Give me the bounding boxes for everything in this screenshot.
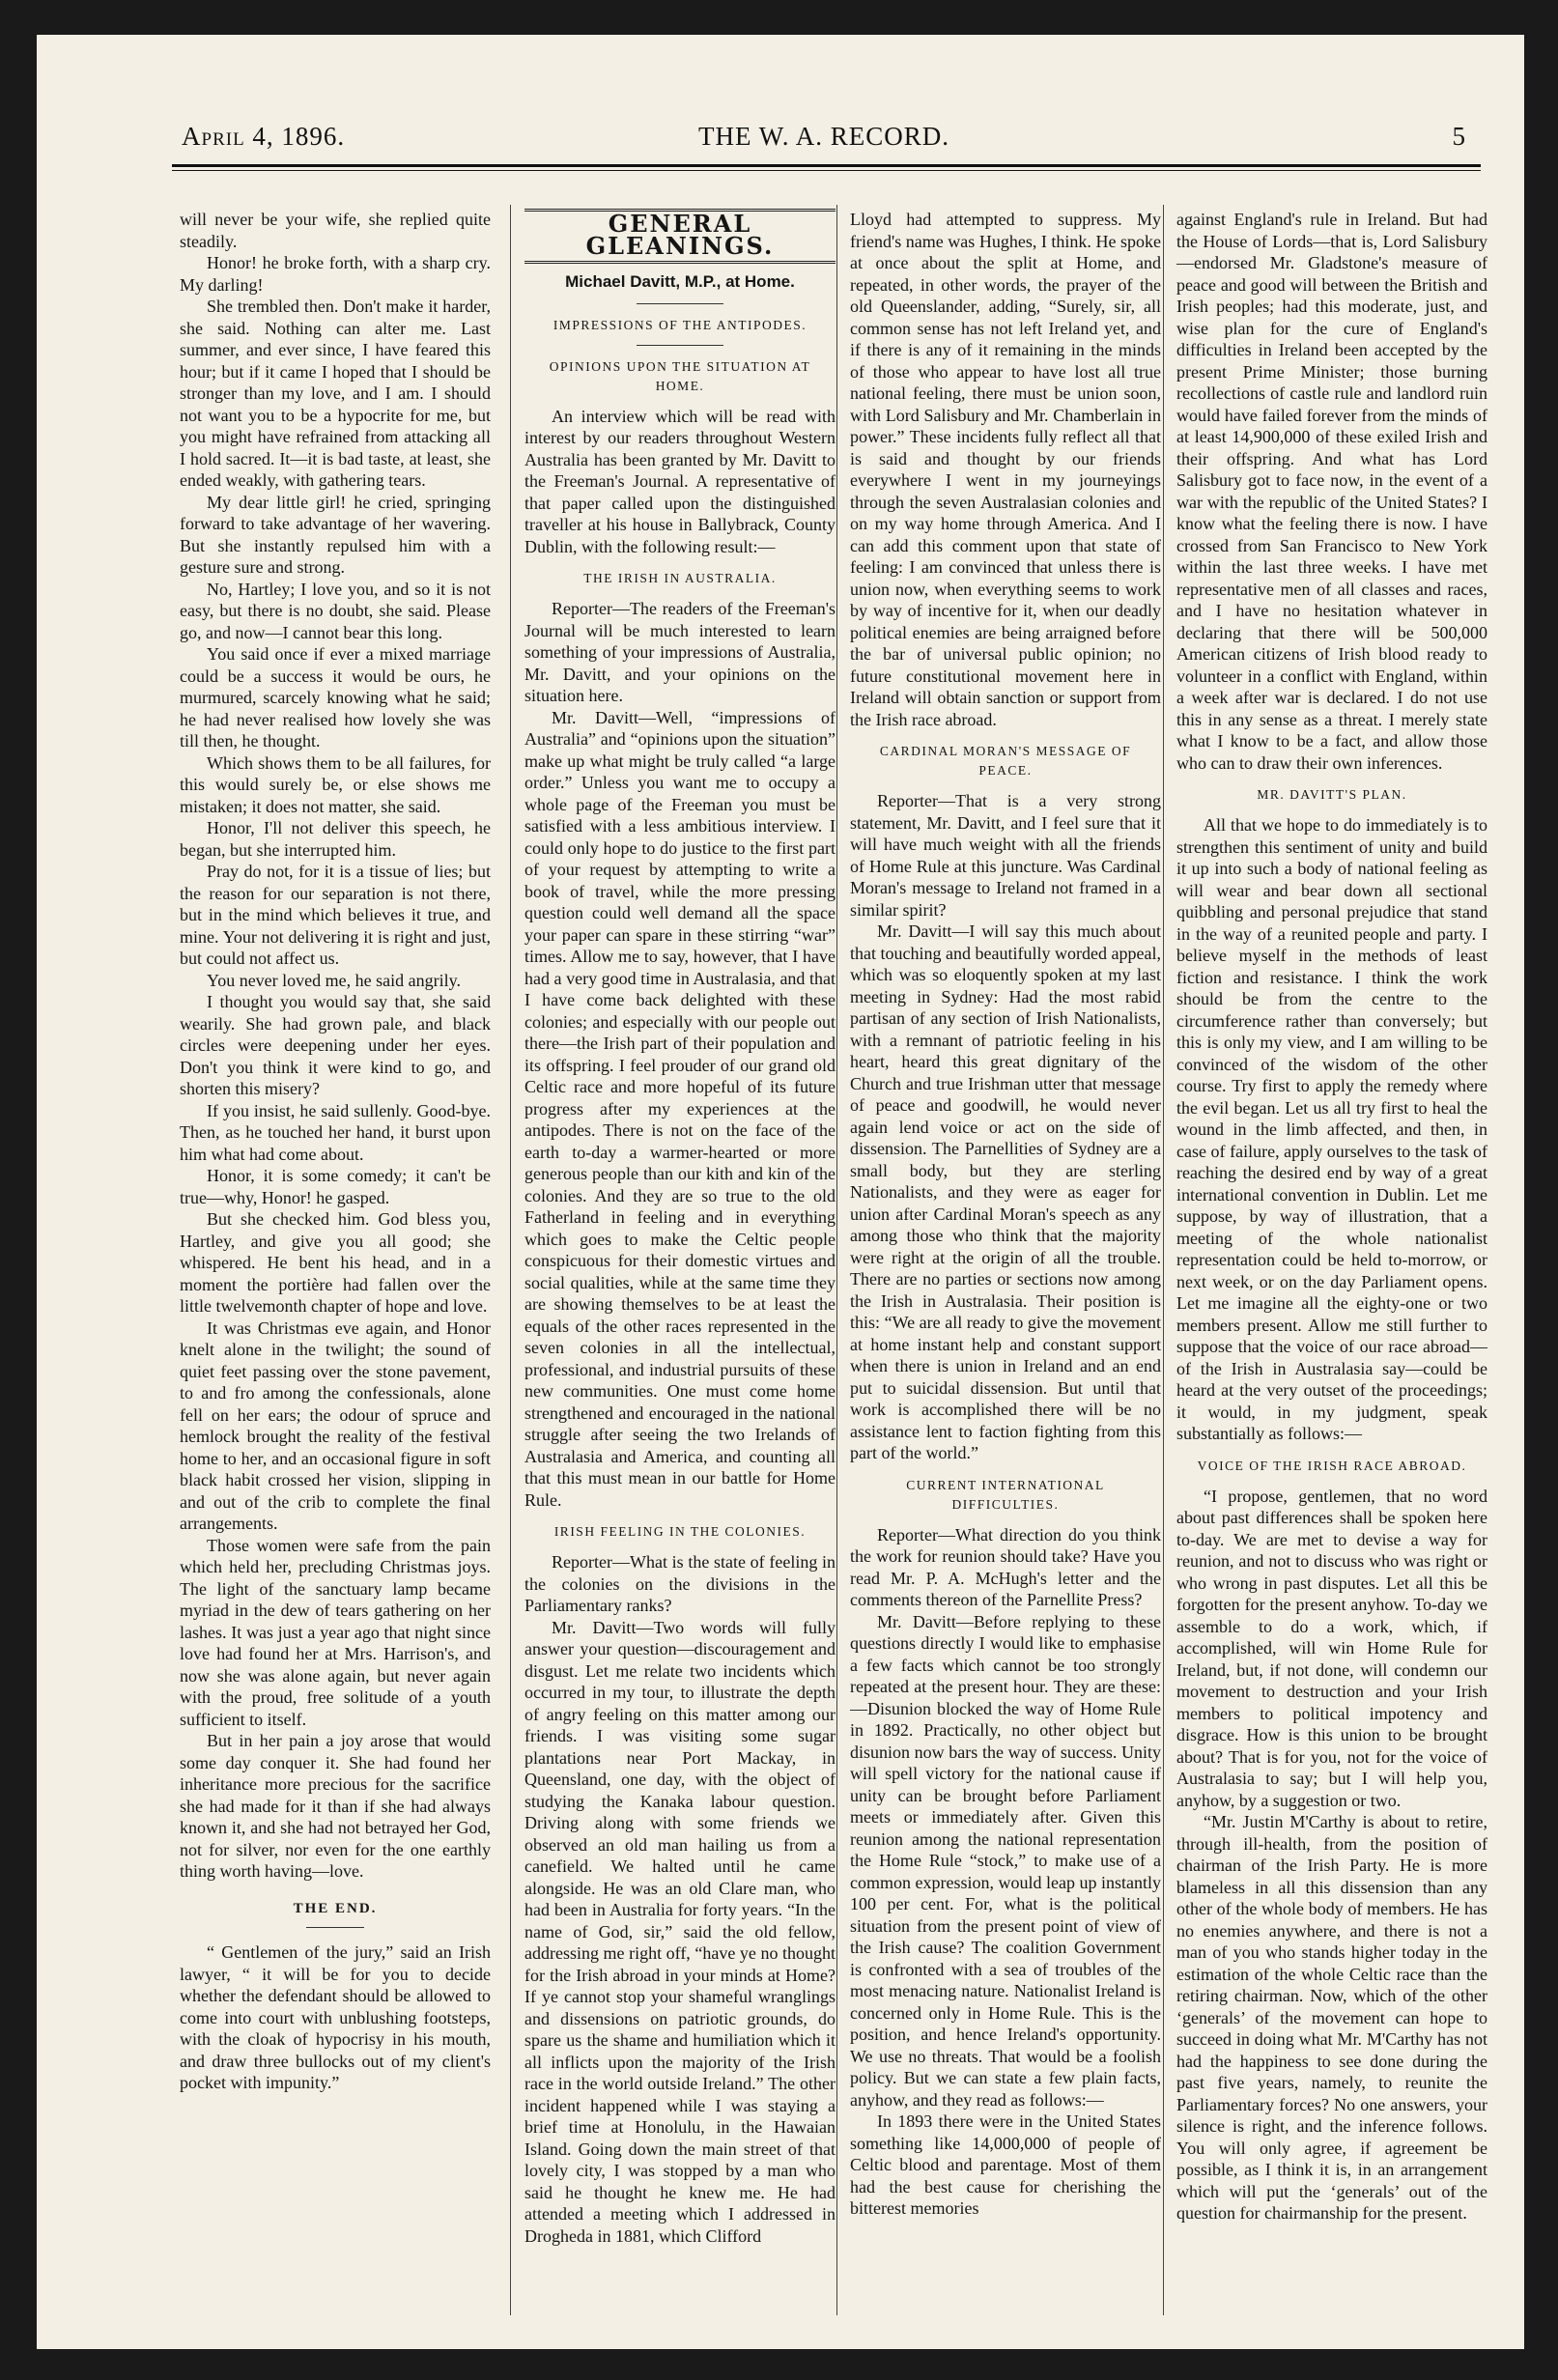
article-paragraph: Lloyd had attempted to suppress. My friend's name was Hughes, I think. He spoke at once about the split at Home, and repeated, in other words, the prayer of the old Queenslander, adding, “Surely, sir, all common sense has not left Ireland yet, and if there is any of it remaining in the minds of those who appear to have lost all true national feeling, there must be union soon, with Lord Salisbury and Mr. Chamberlain in power.” These incidents fully reflect all that is said and thought by our friends everywhere I went in my journeyings through the seven Australasian colonies and on my way home through America. And I can add this comment upon that state of feeling: I am convinced that unless there is union now, when everything seems to work by way of incentive for it, when our deadly political enemies are being arraigned before the bar of universal public opinion; no future constitutional movement here in Ireland will obtain sanction or support from the Irish race abroad. — [850, 210, 1161, 729]
article-paragraph: Reporter—The readers of the Freeman's Journal will be much interested to learn something of your impressions of Australia, Mr. Davitt, and your opinions on the situation here. — [524, 599, 836, 705]
article-paragraph: against England's rule in Ireland. But had the House of Lords—that is, Lord Salisbury—endorsed Mr. Gladstone's measure of peace and good will between the British and Irish peoples; had this moderate, just, and wise plan for the cure of England's difficulties in Ireland been accepted by the present Prime Minister; those burning recollections of castle rule and landlord ruin would have failed forever from the minds of at least 14,900,000 of these exiled Irish and their offspring. And what has Lord Salisbury got to face now, in the event of a war with the republic of the United States? I know what the feeling there is now. I have crossed from San Francisco to New York within the last three weeks. I have met representative men of all classes and races, and I have no hesitation whatever in declaring that there will be 500,000 American citizens of Irish blood ready to volunteer in a conflict with England, within a week after war is declared. I do not use this in any sense as a threat. I merely state what I know to be a fact, and allow those who can to draw their own inferences. — [1176, 210, 1487, 773]
column-divider — [1163, 205, 1164, 2315]
story-paragraph: Honor, I'll not deliver this speech, he began, but she interrupted him. — [180, 818, 491, 860]
article-paragraph: Mr. Davitt—Well, “impressions of Australia” and “opinions upon the situation” make up what might be truly called “a large order.” Unless you want me to occupy a whole page of the Freeman you must be satisfied with a less ambitious interview. I could only hope to do justice to the first part of your request by attempting to write a book of travel, while the more pressing question could well demand all the space your paper can spare in these stirring “war” times. Allow me to say, however, that I have had a very good time in Australasia, and that I have come back delighted with these colonies; and especially with our people out there—the Irish part of their population and its offspring. I feel prouder of our grand old Celtic race and more hopeful of its future progress after my experiences at the antipodes. There is not on the face of the earth to-day a warmer-hearted or more generous people than our kith and kin of the colonies. And they are so true to the old Fatherland in feeling and in everything which goes to make the Celtic people conspicuous for their domestic virtues and social qualities, while at the same time they are showing themselves to be at least the equals of the other races represented in the seven colonies in all the intellectual, professional, and industrial pursuits of these new communities. One must come home strengthened and encouraged in the national struggle after seeing the two Irelands of Australasia and America, and counting all that this must mean in our battle for Home Rule. — [524, 707, 836, 1510]
page-number: 5 — [1452, 122, 1466, 151]
story-paragraph: I thought you would say that, she said wearily. She had grown pale, and black circles were deepening under her eyes. Don't you think it were kind to go, and shorten this misery? — [180, 992, 491, 1098]
column-divider — [510, 205, 511, 2315]
article-paragraph: Reporter—What is the state of feeling in the colonies on the divisions in the Parliamentary ranks? — [524, 1552, 836, 1615]
story-paragraph: Honor! he broke forth, with a sharp cry. My darling! — [180, 253, 491, 295]
story-paragraph: Honor, it is some comedy; it can't be true—why, Honor! he gasped. — [180, 1166, 491, 1207]
article-paragraph: Mr. Davitt—Before replying to these questions directly I would like to emphasise a few facts which cannot be too strongly repeated at the present hour. They are these:—Disunion blocked the way of Home Rule in 1892. Practically, no other object but disunion now bars the way of success. Unity will spell victory for the national cause if unity can be brought before Parliament meets or immediately after. Given this reunion among the national representation the Home Rule “stock,” to make use of a common expression, would leap up instantly 100 per cent. For, what is the political situation from the present point of view of the Irish cause? The coalition Government is confronted with a sea of troubles of the most menacing nature. Nationalist Ireland is concerned only in Home Rule. This is the position, and hence Ireland's opportunity. We use no threats. That would be a foolish policy. But we can state a few plain facts, anyhow, and they read as follows:— — [850, 1611, 1161, 2110]
story-paragraph: You said once if ever a mixed marriage could be a success it would be ours, he murmured, scarcely knowing what he said; he had never realised how lovely she was till then, he thought. — [180, 644, 491, 751]
story-paragraph: It was Christmas eve again, and Honor knelt alone in the twilight; the sound of quiet feet passing over the stone pavement, to and fro among the confessionals, alone fell on her ears; the odour of spruce and hemlock brought the reality of the festival home to her, and an occasional figure in soft black habit crossed her vision, slipping in and out of the crib to complete the final arrangements. — [180, 1318, 491, 1533]
issue-date: April 4, 1896. — [182, 122, 346, 151]
subheading: IMPRESSIONS OF THE ANTIPODES. — [552, 317, 807, 332]
subheading: VOICE OF THE IRISH RACE ABROAD. — [1197, 1458, 1467, 1473]
section-rule — [306, 1927, 364, 1928]
story-paragraph: Those women were safe from the pain which held her, precluding Christmas joys. The light of the sanctuary lamp became myriad in the dew of tears gathering on her lashes. It was just a year ago that night since love had found her at Mrs. Harrison's, and now she was alone again, but never again with the proud, free solitude of a youth sufficient to itself. — [180, 1535, 491, 1729]
newspaper-title: THE W. A. RECORD. — [697, 122, 950, 151]
story-paragraph: She trembled then. Don't make it harder, she said. Nothing can alter me. Last summer, and ever since, I have feared this hour; but if it came I hoped that I should be stronger than my love, and I am. I should not want you to be a hypocrite for me, but you might have refrained from attacking all I hold sacred. It—it is bad taste, at least, she ended weakly, with gathering tears. — [180, 297, 491, 490]
story-paragraph: My dear little girl! he cried, springing forward to take advantage of her wavering. But she instantly repulsed him with a gesture sure and strong. — [180, 492, 491, 577]
article-paragraph: All that we hope to do immediately is to strengthen this sentiment of unity and build it up into such a body of national feeling as will wear and bear down all sectional quibbling and personal prejudice that stand in the way of a reunited people and party. I believe myself in the methods of least fiction and resistance. I think the work should be from the centre to the circumference rather than conversely; but this is only my view, and I am willing to be convinced of the wisdom of the other course. Try first to apply the remedy where the evil began. Let us all try first to heal the wound in the limb affected, and then, in case of failure, apply ourselves to the task of reaching the desired end by way of a great international convention in Dublin. Let me suppose, by way of illustration, that a meeting of the whole nationalist representation could be held to-morrow, or next week, or on the day Parliament opens. Let me imagine all the eighty-one or two members present. Allow me still further to suppose that the voice of our race abroad—of the Irish in Australasia say—could be heard at the very outset of the proceedings; it would, in my judgment, speak substantially as follows:— — [1176, 815, 1487, 1443]
column-2 — [524, 209, 836, 2285]
header-rule-thick — [172, 164, 1481, 167]
column-3 — [850, 209, 1161, 2285]
section-rule — [637, 303, 723, 304]
article-paragraph: “Mr. Justin M'Carthy is about to retire, through ill-health, from the position of chairman of the Irish Party. He is more blameless in all this dissension than any other of the whole body of members. He has no enemies anywhere, and there is not a man of you who stands higher today in the estimation of the whole Celtic race than the retiring chairman. Now, which of the other ‘generals’ of the movement can hope to succeed in doing what Mr. M'Carthy has not had the happiness to see done during the past five years, namely, to reunite the Parliamentary forces? No one answers, your silence is right, and the inference follows. You will only agree, if agreement be possible, as I think it is, in an arrangement which will put the ‘generals’ out of the question for chairmanship for the present. — [1176, 1812, 1487, 2223]
article-paragraph: “I propose, gentlemen, that no word about past differences shall be spoken here to-day. We are met to devise a way for reunion, and not to discuss who was right or who wrong in past disputes. Let all this be forgotten for the present anyhow. To-day we assemble to do a work, which, if accomplished, will win Home Rule for Ireland, but, if not done, will condemn our movement to destruction and your Irish members to political impotency and disgrace. How is this union to be brought about? That is for you, not for the voice of Australasia to say; but I will help you, anyhow, by a suggestion or two. — [1176, 1486, 1487, 1810]
column-4 — [1176, 209, 1487, 2285]
story-paragraph: But in her pain a joy arose that would some day conquer it. She had found her inheritance more precious for the sacrifice she had made for it than if she had always known it, and she had not betrayed her God, not for silver, nor even for the one earthly thing worth having—love. — [180, 1731, 491, 1881]
subheading: THE IRISH IN AUSTRALIA. — [583, 571, 777, 585]
story-paragraph: Which shows them to be all failures, for this would surely be, or else shows me mistaken; it does not matter, she said. — [180, 752, 491, 816]
newspaper-page — [37, 35, 1524, 2349]
subheading: OPINIONS UPON THE SITUATION AT HOME. — [549, 358, 811, 393]
story-paragraph: Pray do not, for it is a tissue of lies; but the reason for our separation is not there, but in the mind which believes it true, and mine. Your not delivering it is right and just, but could not affect us. — [180, 862, 491, 968]
column-1 — [180, 209, 491, 2285]
story-paragraph: You never loved me, he said angrily. — [207, 970, 461, 990]
article-paragraph: An interview which will be read with interest by our readers throughout Western Australia has been granted by Mr. Davitt to the Freeman's Journal. A representative of that paper called upon the distinguished traveller at his house in Ballybrack, County Dublin, with the following result:— — [524, 406, 836, 556]
article-paragraph: Reporter—What direction do you think the work for reunion should take? Have you read Mr. P. A. McHugh's letter and the comments thereon of the Parnellite Press? — [850, 1524, 1161, 1609]
article-paragraph: Mr. Davitt—Two words will fully answer your question—discouragement and disgust. Let me relate two incidents which occurred in my tour, to illustrate the depth of angry feeling on this matter among our friends. I was visiting some sugar plantations near Port Mackay, in Queensland, one day, with the object of studying the Kanaka labour question. Driving along with some friends we observed an old man hailing us from a canefield. We halted until he came alongside. He was an old Clare man, who had been in Australia for forty years. “In the name of God, sir,” said the old fellow, addressing me right off, “have ye no thought for the Irish abroad in your minds at Home? If ye cannot stop your shameful wranglings and dissensions on patriotic grounds, do spare us the shame and humiliation which it all inflicts upon the majority of the Irish race in the world outside Ireland.” The other incident happened while I was staying a brief time at Honolulu, in the Hawaian Island. Going down the main street of that lovely city, I was stopped by a man who said he thought he knew me. He had attended a meeting which I addressed in Drogheda in 1881, which Clifford — [524, 1617, 836, 2246]
subheading: IRISH FEELING IN THE COLONIES. — [553, 1524, 807, 1539]
article-paragraph: In 1893 there were in the United States something like 14,000,000 of people of Celtic blood and parentage. Most of them had the best cause for cherishing the bitterest memories — [850, 2111, 1161, 2218]
story-paragraph: No, Hartley; I love you, and so it is not easy, but there is no doubt, she said. Please go, and now—I cannot bear this long. — [180, 579, 491, 642]
masthead — [182, 122, 1466, 160]
story-paragraph: will never be your wife, she replied quite steadily. — [180, 210, 491, 251]
subheading: CARDINAL MORAN'S MESSAGE OF PEACE. — [879, 744, 1132, 778]
header-rule-thin — [172, 170, 1481, 171]
subheading: MR. DAVITT'S PLAN. — [1257, 787, 1407, 802]
the-end-label: THE END. — [293, 1900, 378, 1916]
anecdote-paragraph: “ Gentlemen of the jury,” said an Irish lawyer, “ it will be for you to decide whether the defendant should be allowed to come into court with unblushing footsteps, with the cloak of hypocrisy in his mouth, and draw three bullocks out of my client's pocket with impunity.” — [180, 1942, 491, 2092]
subheading: CURRENT INTERNATIONAL DIFFICULTIES. — [906, 1477, 1105, 1512]
story-paragraph: If you insist, he said sullenly. Good-bye. Then, as he touched her hand, it burst upon him what had come about. — [180, 1100, 491, 1164]
section-rule — [637, 345, 723, 346]
column-divider — [836, 205, 837, 2315]
article-paragraph: Reporter—That is a very strong statement, Mr. Davitt, and I feel sure that it will have much weight with all the friends of Home Rule at this juncture. Was Cardinal Moran's message to Ireland not framed in a similar spirit? — [850, 791, 1161, 920]
story-paragraph: But she checked him. God bless you, Hartley, and give you all good; she whispered. He bent his head, and in a moment the portière had fallen over the little twelvemonth chapter of hope and love. — [180, 1209, 491, 1316]
article-headline: Michael Davitt, M.P., at Home. — [565, 272, 795, 291]
article-paragraph: Mr. Davitt—I will say this much about that touching and beautifully worded appeal, which was so eloquently spoken at my last meeting in Sydney: Had the most rabid partisan of any section of Irish Nationalists, with a remnant of patriotic feeling in his heart, heard this great dignitary of the Church and true Irishman utter that message of peace and goodwill, he would never again lend voice or act on the side of dissension. The Parnellities of Sydney are a small body, but they are sterling Nationalists, and they were as eager for union after Cardinal Moran's speech as any among those who think that the majority were right at the origin of all the trouble. There are no parties or sections now among the Irish in Australasia. Their position is this: “We are all ready to give the movement at home instant help and constant support when there is union in Ireland and an end put to suicidal dissension. But until that work is accomplished there will be no assistance lent to faction fighting from this part of the world.” — [850, 921, 1161, 1462]
section-heading: GENERAL GLEANINGS. — [524, 209, 836, 264]
